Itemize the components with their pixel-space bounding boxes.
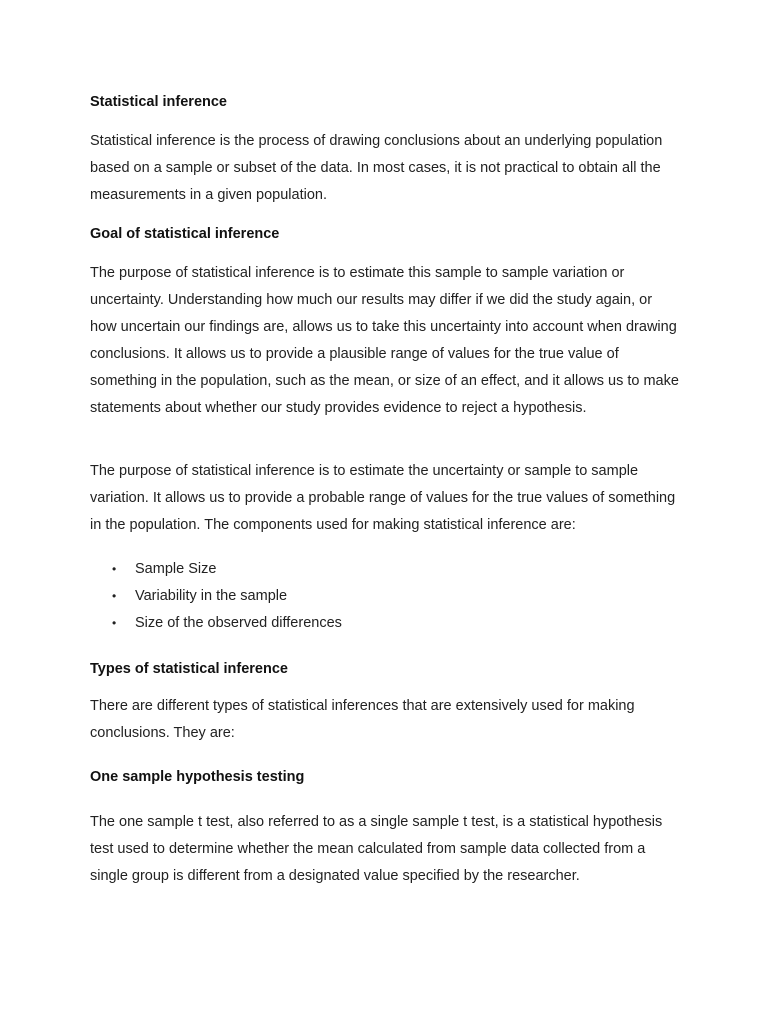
section-heading-statistical-inference: Statistical inference: [90, 94, 227, 110]
paragraph-components: The purpose of statistical inference is to estimate the uncertainty or sample to sample variation. It allows us to provide a probable range of values for the true values of something in the population. The components used for making statistical inference are:: [90, 463, 676, 533]
paragraph-types: There are different types of statistical inferences that are extensively used for making conclusions. They are:: [90, 698, 635, 741]
bullet-icon: •: [112, 562, 117, 576]
paragraph-goal: The purpose of statistical inference is to estimate this sample to sample variation or uncertainty. Understanding how much our results may differ if we did the study again, or how uncertain our findings are, allows us to take this uncertainty into account when drawing conclusions. It allows us to provide a plausible range of values for the true value of something in the population, such as the mean, or size of an effect, and it allows us to make statements about whether our study provides evidence to reject a hypothesis.: [90, 265, 679, 416]
paragraph-one-sample: The one sample t test, also referred to as a single sample t test, is a statistical hypothesis test used to determine whether the mean calculated from sample data collected from a single group is different from a designated value specified by the researcher.: [90, 814, 663, 884]
list-item: • Size of the observed differences: [90, 610, 680, 637]
paragraph-definition: Statistical inference is the process of drawing conclusions about an underlying population based on a sample or subset of the data. In most cases, it is not practical to obtain all the measurements in a given population.: [90, 133, 663, 203]
section-heading-types: Types of statistical inference: [90, 661, 288, 677]
list-item: • Sample Size: [90, 556, 680, 583]
list-item: • Variability in the sample: [90, 583, 680, 610]
bullet-icon: •: [112, 616, 117, 630]
bullet-icon: •: [112, 589, 117, 603]
section-heading-one-sample: One sample hypothesis testing: [90, 769, 305, 785]
section-heading-goal: Goal of statistical inference: [90, 226, 280, 242]
components-list: [90, 556, 680, 637]
